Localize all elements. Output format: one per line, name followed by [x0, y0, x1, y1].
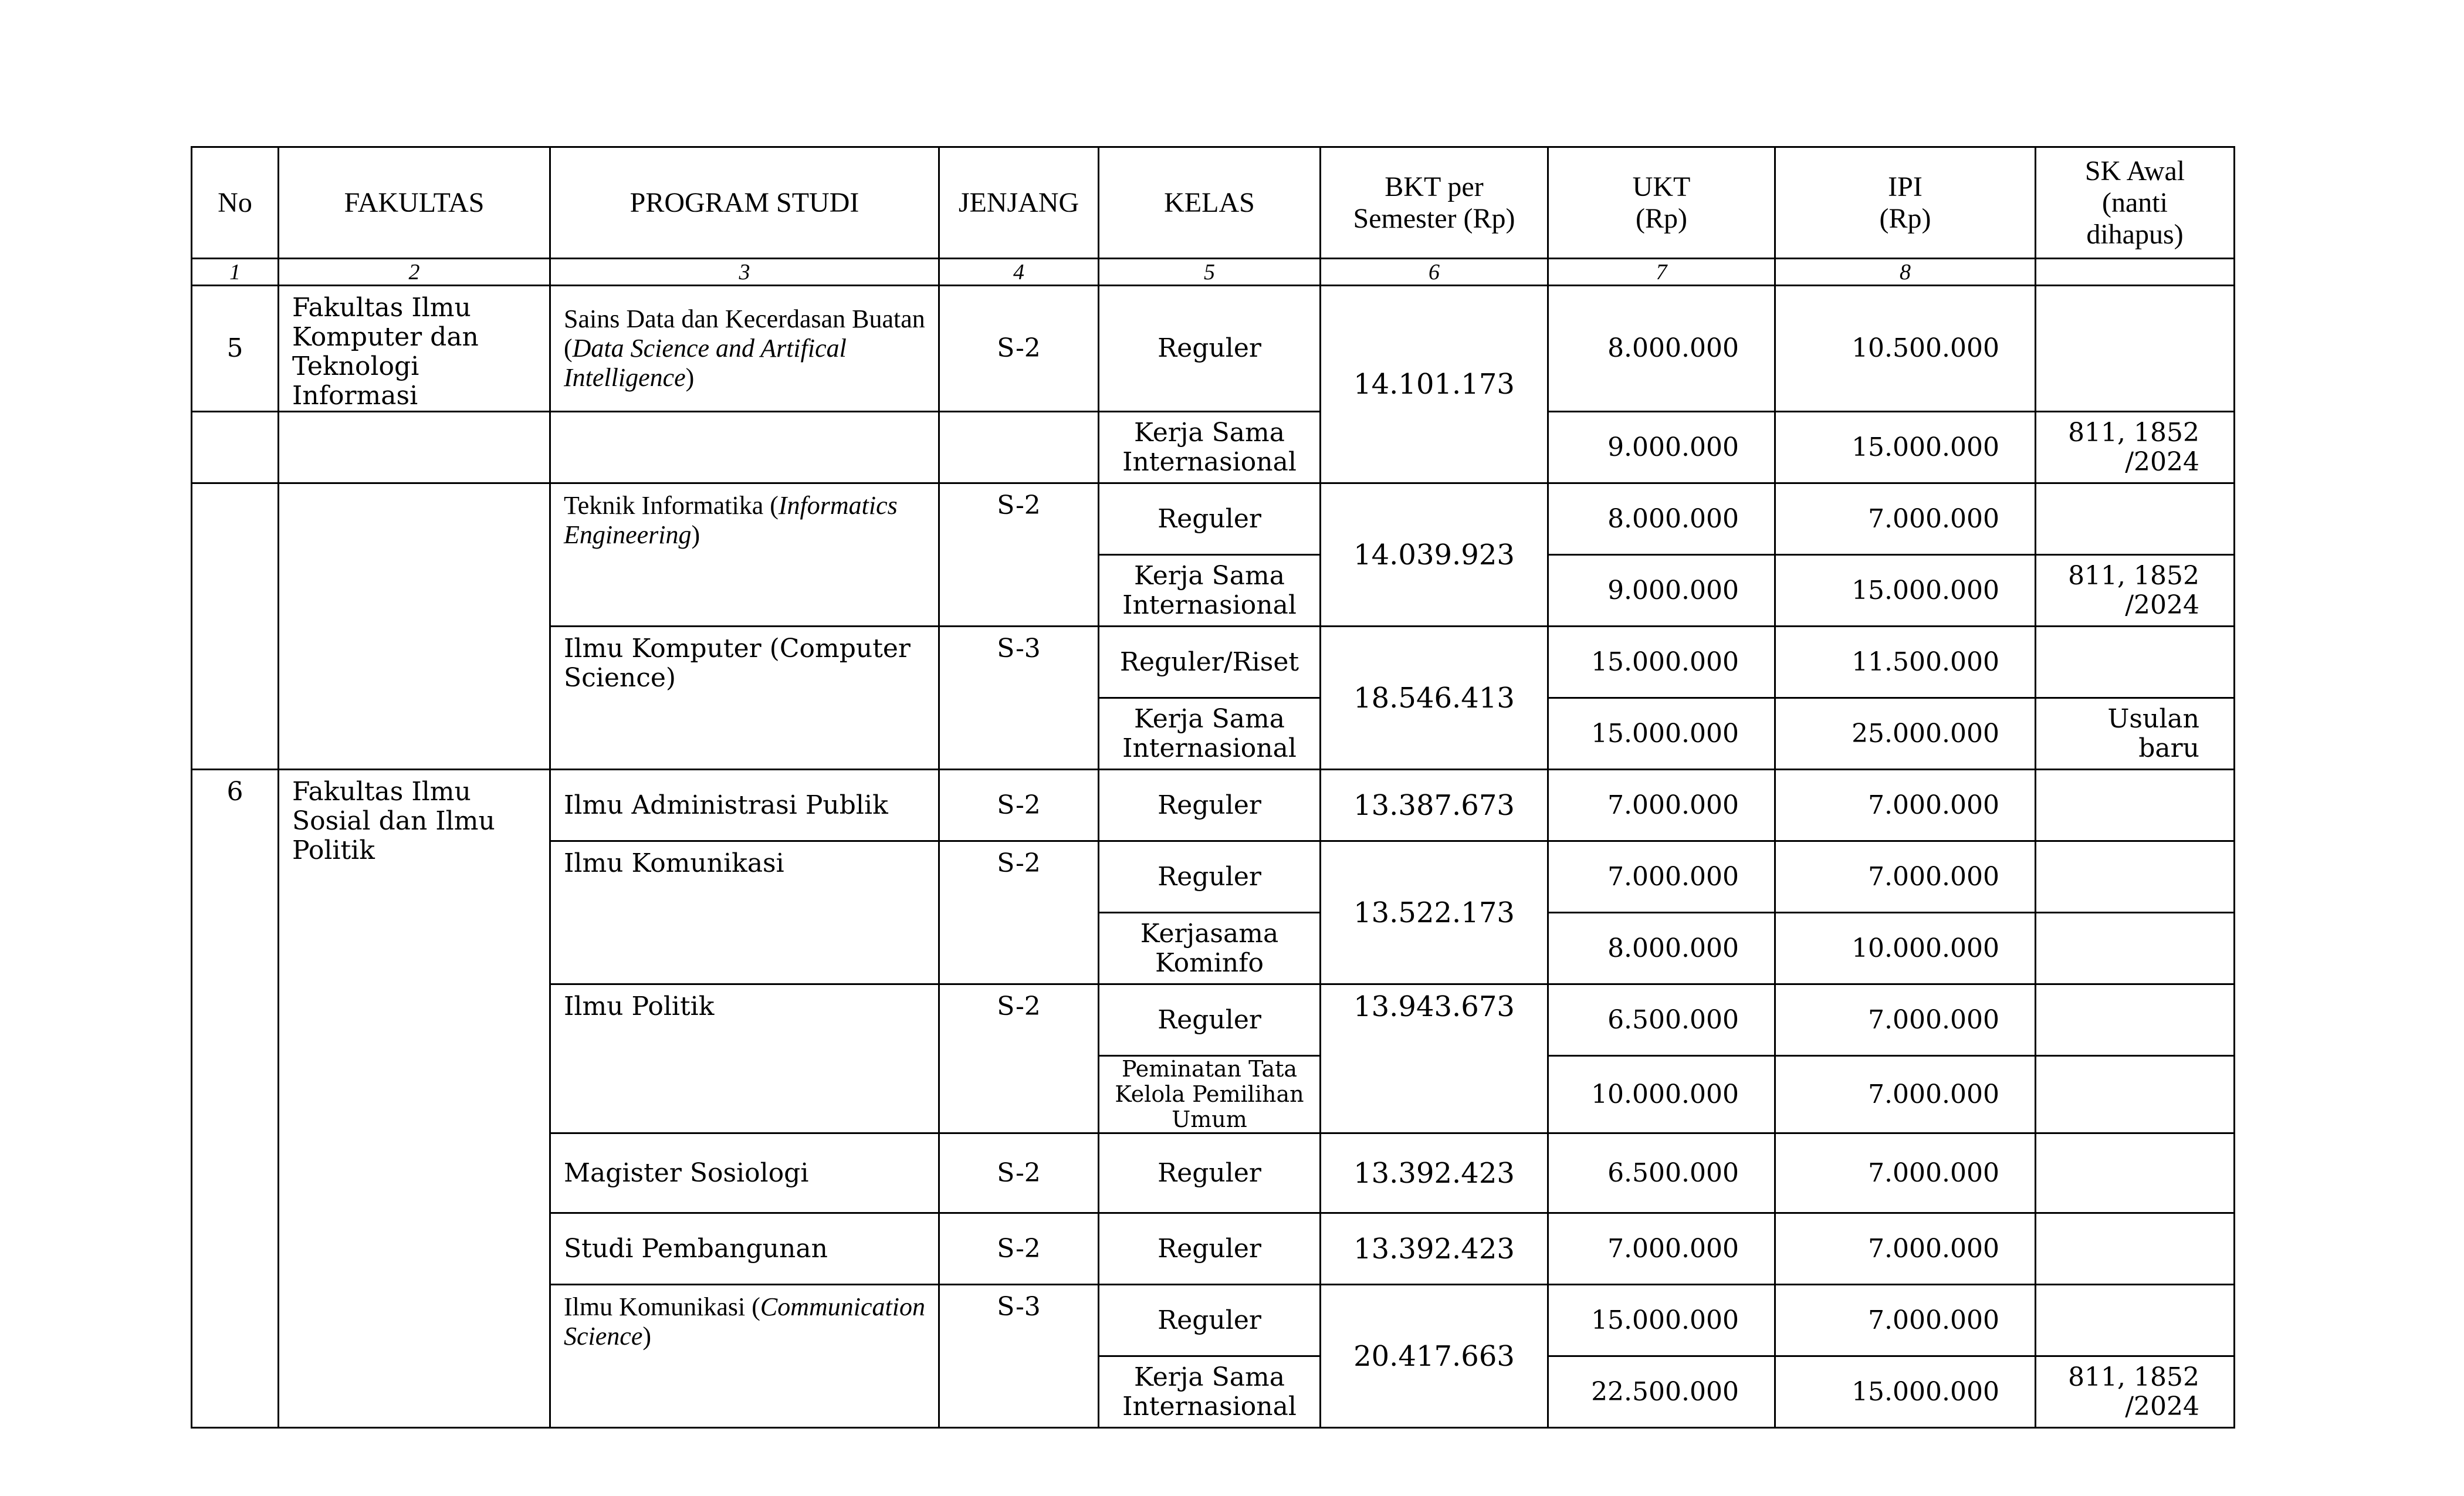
sk-awal — [2036, 1133, 2235, 1213]
sk-awal — [2036, 627, 2235, 698]
ukt-amount: 9.000.000 — [1548, 412, 1775, 483]
ukt-amount: 6.500.000 — [1548, 1133, 1775, 1213]
column-number: 3 — [550, 259, 939, 286]
column-number: 2 — [279, 259, 550, 286]
tuition-fee-table — [191, 146, 2235, 1429]
column-number-empty — [2036, 259, 2235, 286]
table-row — [192, 483, 2235, 555]
header-bkt: BKT per Semester (Rp) — [1321, 147, 1548, 259]
ipi-amount: 7.000.000 — [1775, 1213, 2036, 1285]
bkt-per-semester: 13.943.673 — [1321, 984, 1548, 1133]
program-name-english: Communication Science — [564, 1292, 925, 1351]
class-type: Kerja Sama Internasional — [1099, 698, 1321, 770]
sk-awal: 811, 1852 /2024 — [2036, 412, 2235, 483]
table-row — [192, 770, 2235, 841]
ipi-amount: 7.000.000 — [1775, 841, 2036, 913]
degree-level: S-2 — [939, 841, 1099, 984]
header-program-studi: PROGRAM STUDI — [550, 147, 939, 259]
ipi-amount: 15.000.000 — [1775, 412, 2036, 483]
ipi-amount: 7.000.000 — [1775, 1285, 2036, 1356]
program-name-text: Ilmu Komunikasi — [564, 848, 784, 878]
ipi-amount: 25.000.000 — [1775, 698, 2036, 770]
degree-level: S-2 — [939, 286, 1099, 412]
degree-level: S-2 — [939, 984, 1099, 1133]
program-name-text-end: ) — [691, 520, 700, 549]
sk-awal — [2036, 483, 2235, 555]
degree-level: S-3 — [939, 1285, 1099, 1428]
class-type: Reguler — [1099, 1133, 1321, 1213]
ukt-amount: 7.000.000 — [1548, 1213, 1775, 1285]
ipi-amount: 10.000.000 — [1775, 913, 2036, 984]
degree-level-empty — [939, 412, 1099, 483]
column-number: 4 — [939, 259, 1099, 286]
sk-awal — [2036, 1213, 2235, 1285]
header-no: No — [192, 147, 279, 259]
program-name — [550, 1285, 939, 1428]
program-name — [550, 841, 939, 984]
bkt-per-semester: 18.546.413 — [1321, 627, 1548, 770]
degree-level: S-2 — [939, 483, 1099, 627]
program-name — [550, 286, 939, 412]
faculty-number-empty — [192, 483, 279, 770]
bkt-per-semester: 20.417.663 — [1321, 1285, 1548, 1428]
ipi-amount: 7.000.000 — [1775, 1056, 2036, 1133]
class-type: Kerja Sama Internasional — [1099, 555, 1321, 627]
header-sk-awal: SK Awal (nanti dihapus) — [2036, 147, 2235, 259]
column-number: 5 — [1099, 259, 1321, 286]
ukt-amount: 15.000.000 — [1548, 627, 1775, 698]
sk-awal: 811, 1852 /2024 — [2036, 555, 2235, 627]
program-name-empty — [550, 412, 939, 483]
sk-awal — [2036, 984, 2235, 1056]
program-name — [550, 627, 939, 770]
faculty-name: Fakultas Ilmu Komputer dan Teknologi Informasi — [279, 286, 550, 412]
ukt-amount: 8.000.000 — [1548, 913, 1775, 984]
table-row — [192, 286, 2235, 412]
degree-level: S-3 — [939, 627, 1099, 770]
class-type: Reguler — [1099, 984, 1321, 1056]
ukt-amount: 6.500.000 — [1548, 984, 1775, 1056]
ipi-amount: 15.000.000 — [1775, 1356, 2036, 1428]
ukt-amount: 9.000.000 — [1548, 555, 1775, 627]
ukt-amount: 22.500.000 — [1548, 1356, 1775, 1428]
ipi-amount: 7.000.000 — [1775, 984, 2036, 1056]
bkt-per-semester: 13.392.423 — [1321, 1133, 1548, 1213]
class-type: Peminatan Tata Kelola Pemilihan Umum — [1099, 1056, 1321, 1133]
program-name — [550, 1133, 939, 1213]
class-type: Reguler — [1099, 483, 1321, 555]
ukt-amount: 15.000.000 — [1548, 1285, 1775, 1356]
sk-awal — [2036, 770, 2235, 841]
class-type: Kerja Sama Internasional — [1099, 1356, 1321, 1428]
program-name-english: Data Science and Artifical Intelligence — [564, 334, 847, 392]
program-name-text: Ilmu Administrasi Publik — [564, 790, 888, 820]
column-number: 1 — [192, 259, 279, 286]
header-row — [192, 147, 2235, 259]
header-fakultas: FAKULTAS — [279, 147, 550, 259]
bkt-per-semester: 13.522.173 — [1321, 841, 1548, 984]
column-number-row — [192, 259, 2235, 286]
column-number: 7 — [1548, 259, 1775, 286]
program-name-text: Ilmu Komputer (Computer Science) — [564, 634, 911, 693]
table-row — [192, 412, 2235, 483]
program-name-text-end: ) — [685, 363, 695, 392]
class-type: Reguler — [1099, 1285, 1321, 1356]
degree-level: S-2 — [939, 770, 1099, 841]
class-type: Reguler/Riset — [1099, 627, 1321, 698]
program-name-text: Ilmu Komunikasi ( — [564, 1292, 760, 1321]
faculty-name-empty — [279, 483, 550, 770]
ipi-amount: 10.500.000 — [1775, 286, 2036, 412]
program-name-text-end: ) — [642, 1322, 651, 1351]
sk-awal — [2036, 1285, 2235, 1356]
bkt-per-semester: 14.039.923 — [1321, 483, 1548, 627]
ipi-amount: 7.000.000 — [1775, 1133, 2036, 1213]
bkt-per-semester: 13.387.673 — [1321, 770, 1548, 841]
faculty-number: 6 — [192, 770, 279, 1428]
sk-awal — [2036, 841, 2235, 913]
sk-awal: 811, 1852 /2024 — [2036, 1356, 2235, 1428]
program-name — [550, 984, 939, 1133]
ipi-amount: 15.000.000 — [1775, 555, 2036, 627]
class-type: Reguler — [1099, 1213, 1321, 1285]
ipi-amount: 7.000.000 — [1775, 483, 2036, 555]
degree-level: S-2 — [939, 1213, 1099, 1285]
faculty-name-empty — [279, 412, 550, 483]
faculty-number: 5 — [192, 286, 279, 412]
class-type: Kerja Sama Internasional — [1099, 412, 1321, 483]
sk-awal: Usulan baru — [2036, 698, 2235, 770]
header-ukt: UKT (Rp) — [1548, 147, 1775, 259]
sk-awal — [2036, 913, 2235, 984]
ipi-amount: 11.500.000 — [1775, 627, 2036, 698]
faculty-number-empty — [192, 412, 279, 483]
ukt-amount: 8.000.000 — [1548, 483, 1775, 555]
program-name-text: Studi Pembangunan — [564, 1233, 828, 1264]
bkt-per-semester: 14.101.173 — [1321, 286, 1548, 483]
class-type: Kerjasama Kominfo — [1099, 913, 1321, 984]
header-kelas: KELAS — [1099, 147, 1321, 259]
bkt-per-semester: 13.392.423 — [1321, 1213, 1548, 1285]
column-number: 6 — [1321, 259, 1548, 286]
program-name-text: Sains Data dan Kecerdasan Buatan ( — [564, 304, 925, 363]
sk-awal — [2036, 286, 2235, 412]
degree-level: S-2 — [939, 1133, 1099, 1213]
class-type: Reguler — [1099, 286, 1321, 412]
ukt-amount: 7.000.000 — [1548, 770, 1775, 841]
header-jenjang: JENJANG — [939, 147, 1099, 259]
program-name — [550, 770, 939, 841]
program-name-english: Informatics Engineering — [564, 491, 898, 549]
ukt-amount: 7.000.000 — [1548, 841, 1775, 913]
header-ipi: IPI (Rp) — [1775, 147, 2036, 259]
program-name-text: Teknik Informatika ( — [564, 491, 779, 520]
program-name — [550, 483, 939, 627]
class-type: Reguler — [1099, 841, 1321, 913]
ukt-amount: 10.000.000 — [1548, 1056, 1775, 1133]
program-name-text: Magister Sosiologi — [564, 1157, 809, 1188]
faculty-name: Fakultas Ilmu Sosial dan Ilmu Politik — [279, 770, 550, 1428]
ipi-amount: 7.000.000 — [1775, 770, 2036, 841]
ukt-amount: 8.000.000 — [1548, 286, 1775, 412]
ukt-amount: 15.000.000 — [1548, 698, 1775, 770]
program-name — [550, 1213, 939, 1285]
program-name-text: Ilmu Politik — [564, 991, 715, 1021]
sk-awal — [2036, 1056, 2235, 1133]
column-number: 8 — [1775, 259, 2036, 286]
class-type: Reguler — [1099, 770, 1321, 841]
table-body — [192, 259, 2235, 1428]
